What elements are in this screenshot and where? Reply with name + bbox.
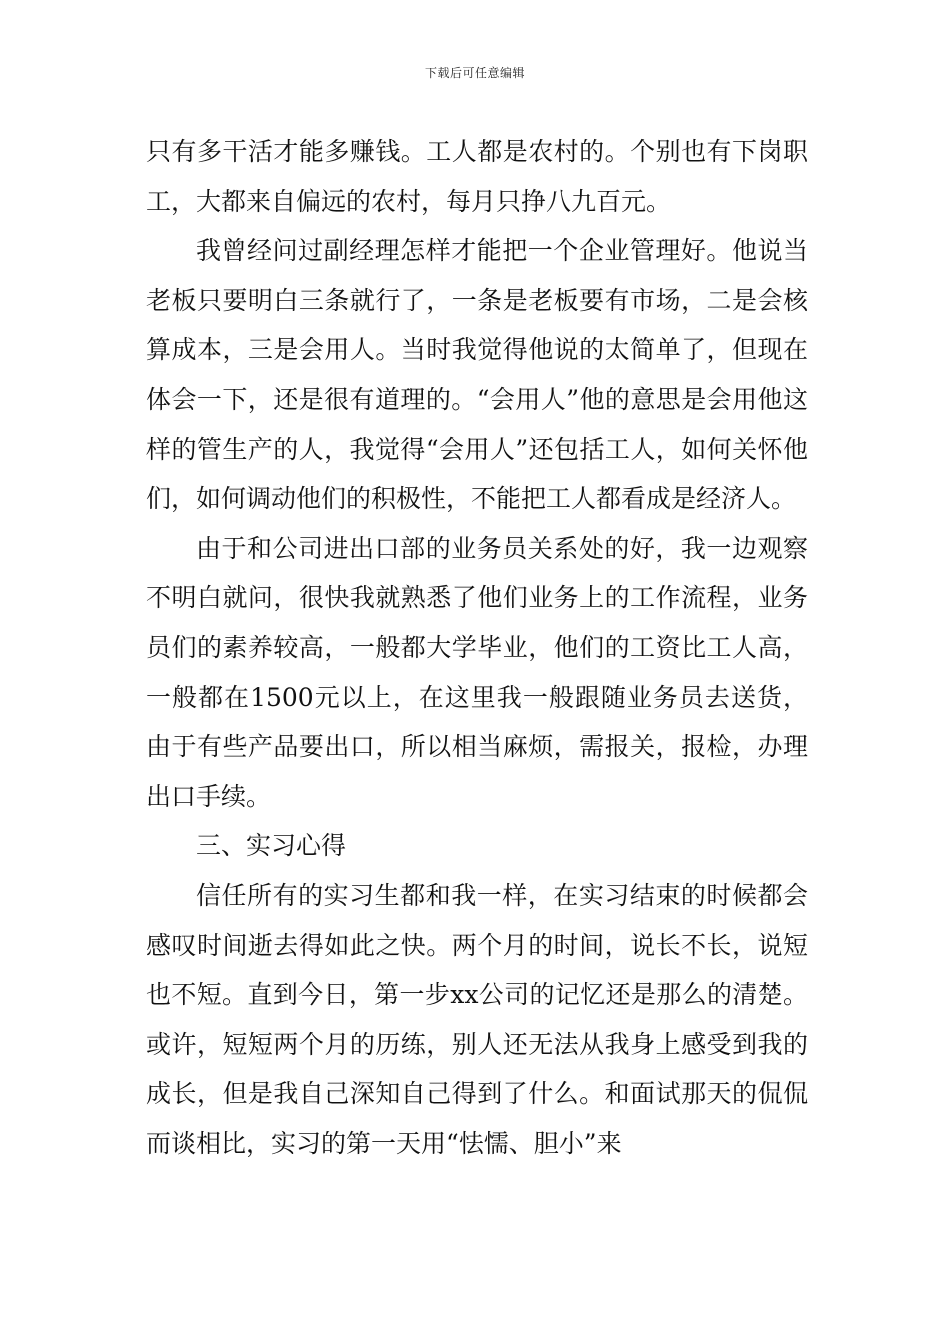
paragraph-internship-reflection: 信任所有的实习生都和我一样，在实习结束的时候都会感叹时间逝去得如此之快。两个月的时间，说长不长，说短也不短。直到今日，第一步xx公司的记忆还是那么的清楚。或许，短短两个月的历练，别人还无法从我身上感受到我的成长，但是我自己深知自己得到了什么。和面试那天的侃侃而谈相比，实习的第一天用“怯懦、胆小”来 <box>146 880 808 1158</box>
paragraph-management: 我曾经问过副经理怎样才能把一个企业管理好。他说当老板只要明白三条就行了，一条是老板要有市场，二是会核算成本，三是会用人。当时我觉得他说的太简单了，但现在体会一下，还是很有道理的。“会用人”他的意思是会用他这样的管生产的人，我觉得“会用人”还包括工人，如何关怀他们，如何调动他们的积极性，不能把工人都看成是经济人。 <box>146 236 808 514</box>
page-header: 下载后可任意编辑 <box>424 66 525 80</box>
document-body <box>146 127 808 1168</box>
section-heading: 三、实习心得 <box>196 831 347 861</box>
paragraph-import-export: 由于和公司进出口部的业务员关系处的好，我一边观察不明白就问，很快我就熟悉了他们业务上的工作流程，业务员们的素养较高，一般都大学毕业，他们的工资比工人高，一般都在1500元以上，在这里我一般跟随业务员去送货，由于有些产品要出口，所以相当麻烦，需报关，报检，办理出口手续。 <box>146 533 808 811</box>
paragraph-continuation: 只有多干活才能多赚钱。工人都是农村的。个别也有下岗职工，大都来自偏远的农村，每月只挣八九百元。 <box>146 137 808 216</box>
